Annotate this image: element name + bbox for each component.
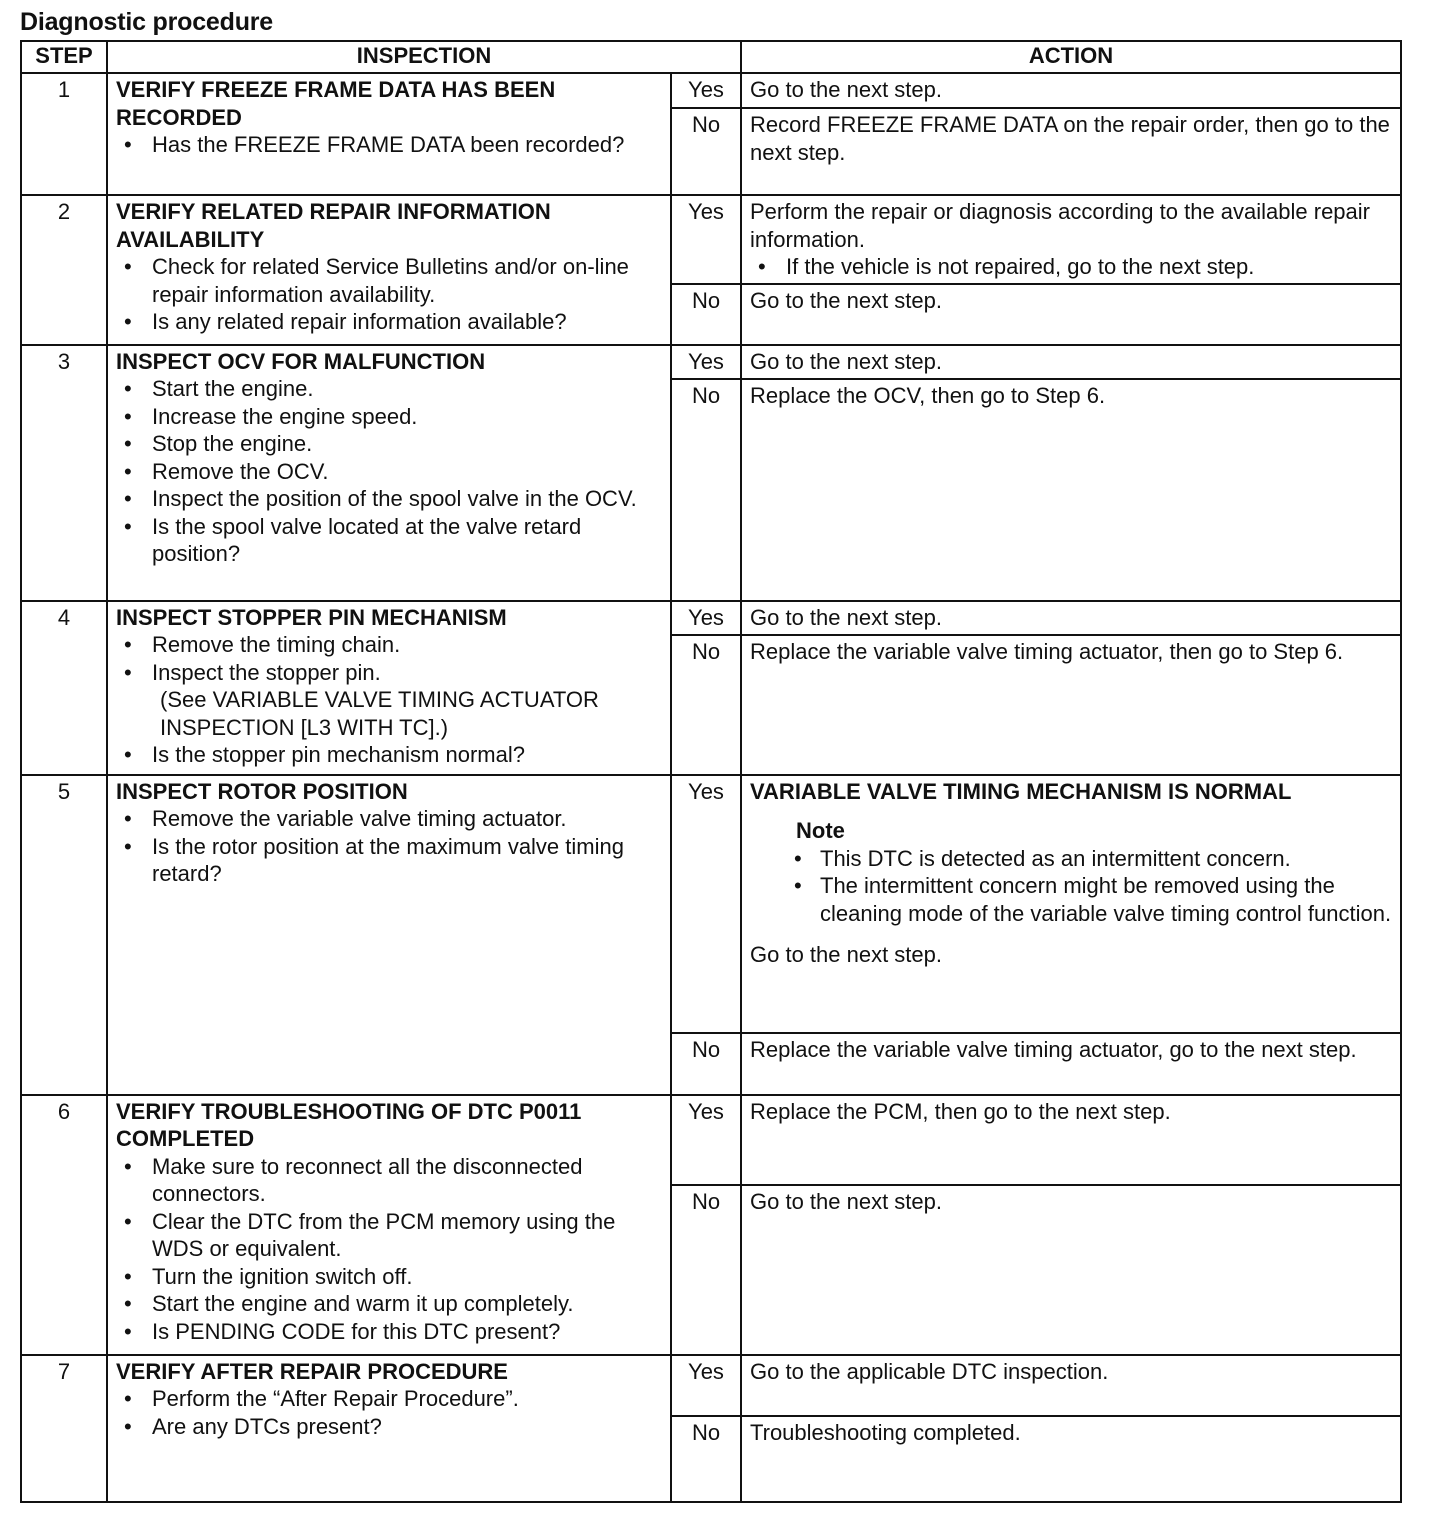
see-reference: (See VARIABLE VALVE TIMING ACTUATOR INSPECTION [L3 WITH TC].)	[160, 687, 599, 740]
list-item: • If the vehicle is not repaired, go to the next step.	[786, 253, 1392, 281]
yes-label: Yes	[671, 73, 741, 108]
note-title: Note	[796, 818, 845, 843]
step-header: STEP	[21, 41, 107, 73]
note-list	[796, 845, 1392, 928]
no-action: Record FREEZE FRAME DATA on the repair order, then go to the next step.	[741, 108, 1401, 195]
list-item: • Turn the ignition switch off.	[152, 1263, 662, 1291]
yes-action-cell	[741, 195, 1401, 284]
inspection-list	[116, 631, 662, 769]
inspection-heading: INSPECT STOPPER PIN MECHANISM	[116, 604, 507, 630]
inspection-cell	[107, 1355, 671, 1502]
list-item: • Make sure to reconnect all the disconnected connectors.	[152, 1153, 662, 1208]
no-action: Go to the next step.	[741, 284, 1401, 345]
list-item: • The intermittent concern might be removed using the cleaning mode of the variable valve timing control function.	[820, 872, 1392, 927]
list-item: • Is the rotor position at the maximum valve timing retard?	[152, 833, 662, 888]
list-item: • Is any related repair information available?	[152, 308, 662, 336]
inspection-heading: VERIFY RELATED REPAIR INFORMATION AVAILABILITY	[116, 199, 551, 252]
table-row	[21, 1355, 1401, 1416]
inspection-header: INSPECTION	[107, 41, 741, 73]
yes-action: Go to the applicable DTC inspection.	[741, 1355, 1401, 1416]
list-item: • Perform the “After Repair Procedure”.	[152, 1385, 662, 1413]
yes-label: Yes	[671, 1355, 741, 1416]
yes-action: Go to the next step.	[741, 73, 1401, 108]
no-label: No	[671, 1416, 741, 1502]
inspection-list	[116, 805, 662, 888]
step-number: 1	[21, 73, 107, 195]
no-action: Replace the variable valve timing actuator, then go to Step 6.	[741, 635, 1401, 775]
no-label: No	[671, 1033, 741, 1095]
step-number: 7	[21, 1355, 107, 1502]
no-label: No	[671, 635, 741, 775]
yes-action: Go to the next step.	[741, 345, 1401, 379]
step-number: 2	[21, 195, 107, 345]
inspection-heading: VERIFY AFTER REPAIR PROCEDURE	[116, 1358, 508, 1384]
inspection-list	[116, 131, 662, 159]
list-item: • Start the engine.	[152, 375, 662, 403]
inspection-list	[116, 375, 662, 568]
table-row	[21, 73, 1401, 108]
list-item: • Are any DTCs present?	[152, 1413, 662, 1441]
yes-action: Go to the next step.	[750, 942, 943, 967]
inspection-list	[116, 1153, 662, 1346]
diagnostic-procedure-table	[20, 40, 1402, 1503]
inspection-heading: INSPECT ROTOR POSITION	[116, 778, 408, 804]
yes-action-cell	[741, 775, 1401, 1033]
inspection-list	[116, 253, 662, 336]
note-box	[796, 817, 1392, 927]
inspection-heading: VERIFY TROUBLESHOOTING OF DTC P0011 COMPLETED	[116, 1098, 582, 1151]
inspection-cell	[107, 195, 671, 345]
yes-action: Replace the PCM, then go to the next step.	[741, 1095, 1401, 1185]
table-row	[21, 1095, 1401, 1185]
no-label: No	[671, 108, 741, 195]
step-number: 4	[21, 601, 107, 775]
list-item: • Inspect the position of the spool valve in the OCV.	[152, 485, 662, 513]
no-label: No	[671, 284, 741, 345]
step-number: 3	[21, 345, 107, 601]
list-item: • Remove the timing chain.	[152, 631, 662, 659]
no-action: Replace the variable valve timing actuator, go to the next step.	[741, 1033, 1401, 1095]
inspection-cell	[107, 1095, 671, 1355]
inspection-list	[116, 1385, 662, 1440]
list-item: • Clear the DTC from the PCM memory using the WDS or equivalent.	[152, 1208, 662, 1263]
action-header: ACTION	[741, 41, 1401, 73]
step-number: 6	[21, 1095, 107, 1355]
list-item: • Start the engine and warm it up completely.	[152, 1290, 662, 1318]
list-item: • Stop the engine.	[152, 430, 662, 458]
no-action: Go to the next step.	[741, 1185, 1401, 1355]
table-row	[21, 195, 1401, 284]
no-label: No	[671, 1185, 741, 1355]
yes-action: Go to the next step.	[741, 601, 1401, 635]
list-item	[152, 659, 662, 742]
inspection-cell	[107, 775, 671, 1095]
page-title: Diagnostic procedure	[20, 8, 273, 36]
yes-label: Yes	[671, 345, 741, 379]
no-action: Replace the OCV, then go to Step 6.	[741, 379, 1401, 601]
step-number: 5	[21, 775, 107, 1095]
list-item: • Is the spool valve located at the valve retard position?	[152, 513, 662, 568]
table-row	[21, 345, 1401, 379]
list-item: • Remove the variable valve timing actuator.	[152, 805, 662, 833]
table-row	[21, 775, 1401, 1033]
inspection-heading: INSPECT OCV FOR MALFUNCTION	[116, 348, 486, 374]
inspection-cell	[107, 601, 671, 775]
table-header-row	[21, 41, 1401, 73]
no-action: Troubleshooting completed.	[741, 1416, 1401, 1502]
yes-label: Yes	[671, 195, 741, 284]
list-item: • Remove the OCV.	[152, 458, 662, 486]
normal-heading: VARIABLE VALVE TIMING MECHANISM IS NORMAL	[750, 778, 1292, 804]
list-item: • Check for related Service Bulletins and/or on-line repair information availability.	[152, 253, 662, 308]
action-list	[750, 253, 1392, 281]
list-item: • Has the FREEZE FRAME DATA been recorded?	[152, 131, 662, 159]
table-row	[21, 601, 1401, 635]
list-item-text: Inspect the stopper pin.	[152, 659, 381, 685]
inspection-cell	[107, 73, 671, 195]
list-item: • This DTC is detected as an intermittent concern.	[820, 845, 1392, 873]
yes-label: Yes	[671, 1095, 741, 1185]
list-item: • Is PENDING CODE for this DTC present?	[152, 1318, 662, 1346]
no-label: No	[671, 379, 741, 601]
inspection-heading: VERIFY FREEZE FRAME DATA HAS BEEN RECORDED	[116, 77, 556, 130]
yes-label: Yes	[671, 601, 741, 635]
list-item: • Is the stopper pin mechanism normal?	[152, 741, 662, 769]
yes-label: Yes	[671, 775, 741, 1033]
list-item: • Increase the engine speed.	[152, 403, 662, 431]
yes-action: Perform the repair or diagnosis according to the available repair information.	[750, 199, 1370, 252]
inspection-cell	[107, 345, 671, 601]
